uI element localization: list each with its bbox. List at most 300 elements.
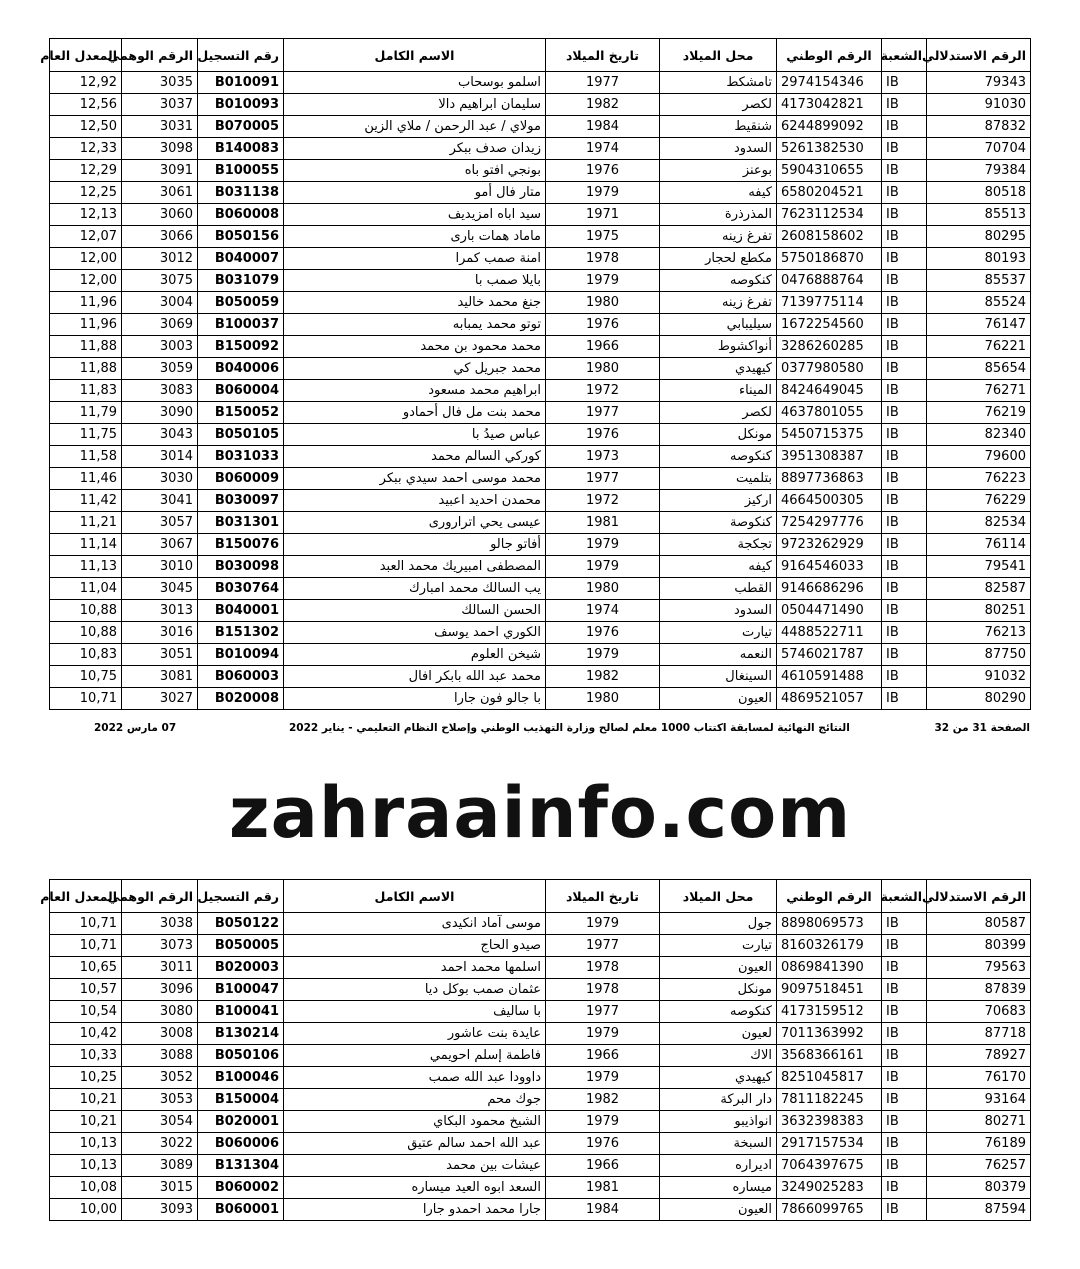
cell-branch: IB xyxy=(882,644,927,666)
header-dummy-no: الرقم الوهمي xyxy=(122,880,198,913)
table-row xyxy=(50,292,1031,314)
cell-index: 91032 xyxy=(927,666,1031,688)
cell-birth-place: اركيز xyxy=(660,490,777,512)
cell-average: 12,13 xyxy=(50,204,122,226)
cell-dummy-no: 3027 xyxy=(122,688,198,710)
cell-full-name: عايدة بنت عاشور xyxy=(284,1023,546,1045)
cell-branch: IB xyxy=(882,1067,927,1089)
header-index: الرقم الاستدلالي xyxy=(927,39,1031,72)
cell-reg-no: B150092 xyxy=(198,336,284,358)
cell-birth-year: 1976 xyxy=(546,622,660,644)
cell-dummy-no: 3053 xyxy=(122,1089,198,1111)
cell-reg-no: B050106 xyxy=(198,1045,284,1067)
cell-reg-no: B050122 xyxy=(198,913,284,935)
cell-birth-year: 1984 xyxy=(546,1199,660,1221)
cell-full-name: جوك محم xyxy=(284,1089,546,1111)
cell-branch: IB xyxy=(882,380,927,402)
cell-birth-year: 1979 xyxy=(546,1111,660,1133)
cell-national-id: 8898069573 xyxy=(777,913,882,935)
table-row xyxy=(50,512,1031,534)
cell-reg-no: B151302 xyxy=(198,622,284,644)
cell-index: 76219 xyxy=(927,402,1031,424)
cell-national-id: 3951308387 xyxy=(777,446,882,468)
cell-index: 85537 xyxy=(927,270,1031,292)
cell-dummy-no: 3035 xyxy=(122,72,198,94)
cell-average: 10,13 xyxy=(50,1155,122,1177)
cell-index: 76221 xyxy=(927,336,1031,358)
cell-birth-place: لعيون xyxy=(660,1023,777,1045)
cell-reg-no: B030764 xyxy=(198,578,284,600)
cell-birth-year: 1973 xyxy=(546,446,660,468)
cell-birth-place: أنواكشوط xyxy=(660,336,777,358)
cell-national-id: 5904310655 xyxy=(777,160,882,182)
cell-full-name: توتو محمد يمبابه xyxy=(284,314,546,336)
cell-full-name: ماماد همات بارى xyxy=(284,226,546,248)
cell-branch: IB xyxy=(882,292,927,314)
table-row xyxy=(50,1023,1031,1045)
cell-birth-place: السبخة xyxy=(660,1133,777,1155)
cell-branch: IB xyxy=(882,534,927,556)
cell-national-id: 4173159512 xyxy=(777,1001,882,1023)
cell-birth-place: كنكوصه xyxy=(660,1001,777,1023)
cell-national-id: 7064397675 xyxy=(777,1155,882,1177)
cell-index: 85654 xyxy=(927,358,1031,380)
cell-birth-place: شنقيط xyxy=(660,116,777,138)
cell-average: 10,88 xyxy=(50,622,122,644)
cell-birth-place: مونكل xyxy=(660,424,777,446)
cell-index: 87718 xyxy=(927,1023,1031,1045)
cell-birth-place: المذرذرة xyxy=(660,204,777,226)
cell-index: 76223 xyxy=(927,468,1031,490)
cell-national-id: 8897736863 xyxy=(777,468,882,490)
cell-reg-no: B010091 xyxy=(198,72,284,94)
cell-birth-year: 1980 xyxy=(546,578,660,600)
cell-average: 11,96 xyxy=(50,314,122,336)
header-full-name: الاسم الكامل xyxy=(284,39,546,72)
cell-branch: IB xyxy=(882,1133,927,1155)
cell-birth-year: 1979 xyxy=(546,644,660,666)
cell-full-name: محمد جبريل كي xyxy=(284,358,546,380)
cell-dummy-no: 3075 xyxy=(122,270,198,292)
cell-index: 87594 xyxy=(927,1199,1031,1221)
cell-index: 76114 xyxy=(927,534,1031,556)
table-row xyxy=(50,314,1031,336)
cell-dummy-no: 3098 xyxy=(122,138,198,160)
cell-dummy-no: 3073 xyxy=(122,935,198,957)
cell-birth-place: سيليبابي xyxy=(660,314,777,336)
table-row xyxy=(50,1177,1031,1199)
cell-dummy-no: 3083 xyxy=(122,380,198,402)
table-row xyxy=(50,1199,1031,1221)
cell-reg-no: B060009 xyxy=(198,468,284,490)
cell-full-name: عباس صيدُ با xyxy=(284,424,546,446)
cell-full-name: فاطمة إسلم احويمي xyxy=(284,1045,546,1067)
cell-birth-year: 1977 xyxy=(546,402,660,424)
cell-birth-year: 1976 xyxy=(546,424,660,446)
cell-reg-no: B040007 xyxy=(198,248,284,270)
cell-branch: IB xyxy=(882,1177,927,1199)
cell-birth-year: 1978 xyxy=(546,979,660,1001)
table-row xyxy=(50,1045,1031,1067)
cell-reg-no: B100041 xyxy=(198,1001,284,1023)
cell-full-name: جارا محمد احمدو جارا xyxy=(284,1199,546,1221)
cell-full-name: محمد بنت مل فال أحمادو xyxy=(284,402,546,424)
cell-birth-place: كنكوصه xyxy=(660,270,777,292)
table-row xyxy=(50,182,1031,204)
cell-full-name: كوركي السالم محمد xyxy=(284,446,546,468)
cell-average: 10,13 xyxy=(50,1133,122,1155)
table-row xyxy=(50,1155,1031,1177)
cell-index: 87839 xyxy=(927,979,1031,1001)
cell-national-id: 7254297776 xyxy=(777,512,882,534)
cell-reg-no: B031301 xyxy=(198,512,284,534)
table-row xyxy=(50,468,1031,490)
cell-branch: IB xyxy=(882,160,927,182)
cell-full-name: عيسى يحي اترارورى xyxy=(284,512,546,534)
cell-index: 76271 xyxy=(927,380,1031,402)
cell-branch: IB xyxy=(882,490,927,512)
cell-branch: IB xyxy=(882,314,927,336)
cell-birth-place: تجكجة xyxy=(660,534,777,556)
cell-reg-no: B031033 xyxy=(198,446,284,468)
cell-full-name: اسلمها محمد احمد xyxy=(284,957,546,979)
cell-branch: IB xyxy=(882,94,927,116)
cell-index: 76229 xyxy=(927,490,1031,512)
cell-birth-place: اديراره xyxy=(660,1155,777,1177)
cell-full-name: امنة صمب كمرا xyxy=(284,248,546,270)
cell-birth-place: كيفه xyxy=(660,556,777,578)
cell-average: 11,04 xyxy=(50,578,122,600)
table-row xyxy=(50,1133,1031,1155)
cell-average: 11,75 xyxy=(50,424,122,446)
cell-birth-year: 1984 xyxy=(546,116,660,138)
cell-average: 12,50 xyxy=(50,116,122,138)
cell-full-name: جنغ محمد خاليد xyxy=(284,292,546,314)
cell-index: 79600 xyxy=(927,446,1031,468)
cell-birth-place: لكصر xyxy=(660,402,777,424)
cell-branch: IB xyxy=(882,270,927,292)
header-national-id: الرقم الوطني xyxy=(777,39,882,72)
cell-birth-place: السدود xyxy=(660,600,777,622)
table-row xyxy=(50,644,1031,666)
cell-branch: IB xyxy=(882,116,927,138)
cell-branch: IB xyxy=(882,913,927,935)
table-row xyxy=(50,336,1031,358)
cell-index: 82587 xyxy=(927,578,1031,600)
cell-dummy-no: 3008 xyxy=(122,1023,198,1045)
cell-full-name: أفاتو جالو xyxy=(284,534,546,556)
cell-reg-no: B050156 xyxy=(198,226,284,248)
cell-birth-year: 1979 xyxy=(546,182,660,204)
cell-average: 11,88 xyxy=(50,336,122,358)
table-row xyxy=(50,380,1031,402)
cell-index: 80193 xyxy=(927,248,1031,270)
cell-birth-place: مونكل xyxy=(660,979,777,1001)
cell-full-name: محمد عبد الله بابكر افال xyxy=(284,666,546,688)
cell-national-id: 4869521057 xyxy=(777,688,882,710)
cell-reg-no: B060003 xyxy=(198,666,284,688)
cell-birth-year: 1971 xyxy=(546,204,660,226)
cell-national-id: 7011363992 xyxy=(777,1023,882,1045)
cell-dummy-no: 3090 xyxy=(122,402,198,424)
cell-average: 10,21 xyxy=(50,1111,122,1133)
cell-branch: IB xyxy=(882,688,927,710)
cell-branch: IB xyxy=(882,622,927,644)
cell-birth-year: 1974 xyxy=(546,600,660,622)
cell-birth-place: انواذيبو xyxy=(660,1111,777,1133)
cell-branch: IB xyxy=(882,402,927,424)
cell-birth-place: ميساره xyxy=(660,1177,777,1199)
cell-national-id: 4488522711 xyxy=(777,622,882,644)
header-branch: الشعبة xyxy=(882,39,927,72)
cell-reg-no: B010093 xyxy=(198,94,284,116)
table-row xyxy=(50,913,1031,935)
cell-index: 76170 xyxy=(927,1067,1031,1089)
cell-average: 10,83 xyxy=(50,644,122,666)
cell-full-name: سليمان ابراهيم دالا xyxy=(284,94,546,116)
watermark-text: zahraainfo.com xyxy=(228,772,852,854)
cell-birth-year: 1982 xyxy=(546,666,660,688)
cell-full-name: با جالو فون جارا xyxy=(284,688,546,710)
cell-birth-place: الميناء xyxy=(660,380,777,402)
cell-branch: IB xyxy=(882,1089,927,1111)
cell-average: 11,21 xyxy=(50,512,122,534)
cell-dummy-no: 3093 xyxy=(122,1199,198,1221)
cell-reg-no: B150004 xyxy=(198,1089,284,1111)
cell-index: 85524 xyxy=(927,292,1031,314)
cell-index: 76257 xyxy=(927,1155,1031,1177)
table-row xyxy=(50,160,1031,182)
cell-reg-no: B060004 xyxy=(198,380,284,402)
header-index: الرقم الاستدلالي xyxy=(927,880,1031,913)
cell-national-id: 5746021787 xyxy=(777,644,882,666)
cell-full-name: الكوري احمد يوسف xyxy=(284,622,546,644)
cell-reg-no: B130214 xyxy=(198,1023,284,1045)
cell-birth-year: 1976 xyxy=(546,160,660,182)
cell-birth-year: 1966 xyxy=(546,336,660,358)
cell-reg-no: B040006 xyxy=(198,358,284,380)
cell-branch: IB xyxy=(882,578,927,600)
cell-full-name: بونجي افتو باه xyxy=(284,160,546,182)
header-birth-year: تاريخ الميلاد xyxy=(546,880,660,913)
cell-birth-year: 1966 xyxy=(546,1045,660,1067)
cell-birth-place: كنكوصة xyxy=(660,512,777,534)
cell-full-name: محمدن احديد اعبيد xyxy=(284,490,546,512)
cell-dummy-no: 3013 xyxy=(122,600,198,622)
cell-index: 87750 xyxy=(927,644,1031,666)
cell-average: 12,56 xyxy=(50,94,122,116)
header-birth-year: تاريخ الميلاد xyxy=(546,39,660,72)
cell-branch: IB xyxy=(882,1001,927,1023)
cell-average: 12,00 xyxy=(50,270,122,292)
cell-dummy-no: 3096 xyxy=(122,979,198,1001)
header-average: المعدل العام xyxy=(50,39,122,72)
cell-dummy-no: 3004 xyxy=(122,292,198,314)
table-row xyxy=(50,688,1031,710)
cell-national-id: 2917157534 xyxy=(777,1133,882,1155)
table-row xyxy=(50,490,1031,512)
cell-reg-no: B060006 xyxy=(198,1133,284,1155)
cell-average: 10,54 xyxy=(50,1001,122,1023)
cell-full-name: صيدو الحاج xyxy=(284,935,546,957)
cell-full-name: يب السالك محمد امبارك xyxy=(284,578,546,600)
cell-dummy-no: 3041 xyxy=(122,490,198,512)
cell-reg-no: B040001 xyxy=(198,600,284,622)
table-row xyxy=(50,116,1031,138)
cell-birth-year: 1972 xyxy=(546,490,660,512)
table-row xyxy=(50,270,1031,292)
cell-average: 11,46 xyxy=(50,468,122,490)
cell-branch: IB xyxy=(882,138,927,160)
cell-birth-year: 1979 xyxy=(546,534,660,556)
cell-national-id: 4637801055 xyxy=(777,402,882,424)
header-reg-no: رقم التسجيل xyxy=(198,39,284,72)
cell-birth-place: تفرغ زينه xyxy=(660,226,777,248)
cell-dummy-no: 3069 xyxy=(122,314,198,336)
cell-branch: IB xyxy=(882,1111,927,1133)
cell-dummy-no: 3010 xyxy=(122,556,198,578)
cell-birth-place: كيهيدي xyxy=(660,358,777,380)
table-row xyxy=(50,979,1031,1001)
cell-reg-no: B100037 xyxy=(198,314,284,336)
cell-branch: IB xyxy=(882,979,927,1001)
header-full-name: الاسم الكامل xyxy=(284,880,546,913)
cell-reg-no: B150076 xyxy=(198,534,284,556)
cell-reg-no: B020001 xyxy=(198,1111,284,1133)
cell-national-id: 7866099765 xyxy=(777,1199,882,1221)
cell-full-name: اسلمو بوسحاب xyxy=(284,72,546,94)
cell-branch: IB xyxy=(882,424,927,446)
cell-national-id: 6244899092 xyxy=(777,116,882,138)
cell-national-id: 5261382530 xyxy=(777,138,882,160)
table-row xyxy=(50,600,1031,622)
cell-average: 12,29 xyxy=(50,160,122,182)
table-row xyxy=(50,1067,1031,1089)
cell-index: 80399 xyxy=(927,935,1031,957)
cell-full-name: متار فال أمو xyxy=(284,182,546,204)
cell-national-id: 8251045817 xyxy=(777,1067,882,1089)
cell-average: 12,25 xyxy=(50,182,122,204)
cell-index: 78927 xyxy=(927,1045,1031,1067)
cell-index: 85513 xyxy=(927,204,1031,226)
cell-birth-place: تفرغ زينه xyxy=(660,292,777,314)
cell-dummy-no: 3031 xyxy=(122,116,198,138)
cell-birth-year: 1972 xyxy=(546,380,660,402)
cell-birth-place: دار البركة xyxy=(660,1089,777,1111)
cell-national-id: 7139775114 xyxy=(777,292,882,314)
cell-index: 80251 xyxy=(927,600,1031,622)
header-birth-place: محل الميلاد xyxy=(660,39,777,72)
cell-dummy-no: 3015 xyxy=(122,1177,198,1199)
cell-full-name: با ساليف xyxy=(284,1001,546,1023)
cell-average: 10,42 xyxy=(50,1023,122,1045)
cell-national-id: 6580204521 xyxy=(777,182,882,204)
table-row xyxy=(50,1001,1031,1023)
cell-index: 80587 xyxy=(927,913,1031,935)
cell-birth-year: 1975 xyxy=(546,226,660,248)
cell-birth-year: 1979 xyxy=(546,1023,660,1045)
table-row xyxy=(50,935,1031,957)
cell-birth-year: 1981 xyxy=(546,512,660,534)
cell-index: 91030 xyxy=(927,94,1031,116)
cell-dummy-no: 3067 xyxy=(122,534,198,556)
table-row xyxy=(50,424,1031,446)
header-average: المعدل العام xyxy=(50,880,122,913)
cell-reg-no: B060001 xyxy=(198,1199,284,1221)
table-row xyxy=(50,957,1031,979)
cell-branch: IB xyxy=(882,336,927,358)
cell-index: 79563 xyxy=(927,957,1031,979)
cell-birth-place: النعمه xyxy=(660,644,777,666)
cell-reg-no: B070005 xyxy=(198,116,284,138)
table-row xyxy=(50,578,1031,600)
cell-national-id: 5750186870 xyxy=(777,248,882,270)
cell-dummy-no: 3089 xyxy=(122,1155,198,1177)
cell-birth-place: لكصر xyxy=(660,94,777,116)
cell-birth-year: 1978 xyxy=(546,957,660,979)
cell-reg-no: B020003 xyxy=(198,957,284,979)
cell-full-name: مولاي / عبد الرحمن / ملاي الزين xyxy=(284,116,546,138)
cell-branch: IB xyxy=(882,468,927,490)
header-dummy-no: الرقم الوهمي xyxy=(122,39,198,72)
cell-index: 70704 xyxy=(927,138,1031,160)
cell-average: 10,71 xyxy=(50,688,122,710)
cell-national-id: 8424649045 xyxy=(777,380,882,402)
cell-branch: IB xyxy=(882,182,927,204)
results-table-2 xyxy=(40,879,1031,1221)
cell-national-id: 5450715375 xyxy=(777,424,882,446)
table-row xyxy=(50,358,1031,380)
cell-national-id: 2608158602 xyxy=(777,226,882,248)
table-row xyxy=(50,138,1031,160)
cell-birth-place: تامشكط xyxy=(660,72,777,94)
cell-branch: IB xyxy=(882,226,927,248)
cell-average: 11,79 xyxy=(50,402,122,424)
cell-average: 10,00 xyxy=(50,1199,122,1221)
table-row xyxy=(50,204,1031,226)
cell-full-name: محمد محمود بن محمد xyxy=(284,336,546,358)
cell-birth-year: 1982 xyxy=(546,94,660,116)
cell-birth-year: 1980 xyxy=(546,688,660,710)
cell-dummy-no: 3057 xyxy=(122,512,198,534)
cell-birth-year: 1966 xyxy=(546,1155,660,1177)
footer-date: 07 مارس 2022 xyxy=(94,722,177,734)
cell-dummy-no: 3060 xyxy=(122,204,198,226)
cell-index: 76189 xyxy=(927,1133,1031,1155)
cell-dummy-no: 3037 xyxy=(122,94,198,116)
cell-index: 79343 xyxy=(927,72,1031,94)
cell-reg-no: B020008 xyxy=(198,688,284,710)
cell-dummy-no: 3045 xyxy=(122,578,198,600)
table-row xyxy=(50,622,1031,644)
cell-average: 10,71 xyxy=(50,935,122,957)
cell-national-id: 1672254560 xyxy=(777,314,882,336)
cell-dummy-no: 3003 xyxy=(122,336,198,358)
table-row xyxy=(50,556,1031,578)
cell-average: 10,57 xyxy=(50,979,122,1001)
cell-average: 10,33 xyxy=(50,1045,122,1067)
table-body xyxy=(50,913,1031,1221)
cell-index: 76213 xyxy=(927,622,1031,644)
cell-dummy-no: 3091 xyxy=(122,160,198,182)
header-birth-place: محل الميلاد xyxy=(660,880,777,913)
cell-national-id: 3632398383 xyxy=(777,1111,882,1133)
cell-birth-year: 1977 xyxy=(546,935,660,957)
cell-full-name: الشيخ محمود البكاي xyxy=(284,1111,546,1133)
cell-national-id: 7811182245 xyxy=(777,1089,882,1111)
cell-dummy-no: 3038 xyxy=(122,913,198,935)
cell-dummy-no: 3030 xyxy=(122,468,198,490)
